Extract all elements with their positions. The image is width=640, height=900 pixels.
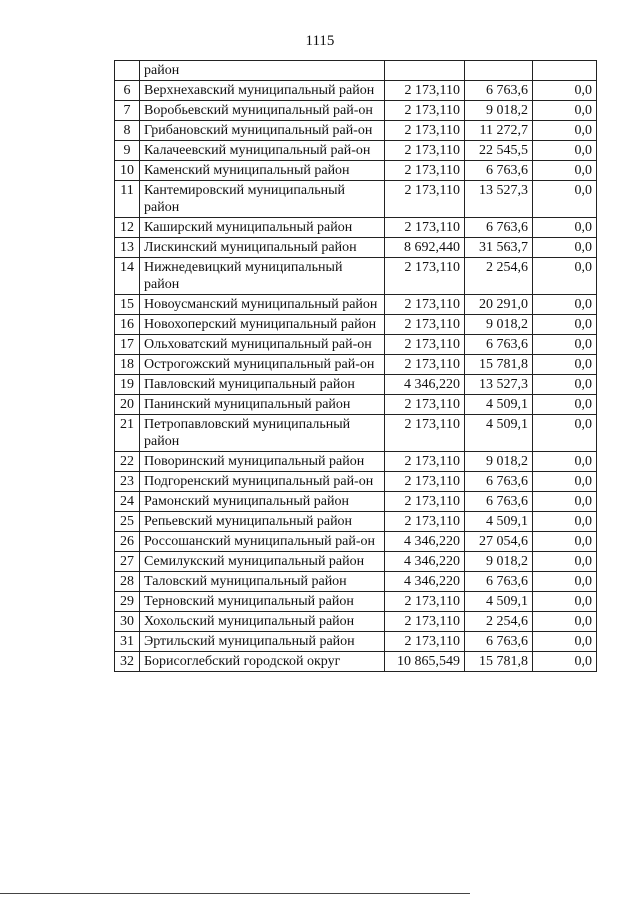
footer-rule <box>0 893 470 894</box>
district-name: Поворинский муниципальный район <box>140 452 385 472</box>
amount-3: 0,0 <box>533 415 597 452</box>
table-row <box>115 238 597 258</box>
district-name: Петропавловский муниципальный район <box>140 415 385 452</box>
row-number: 17 <box>115 335 140 355</box>
district-name: Каширский муниципальный район <box>140 218 385 238</box>
amount-2: 9 018,2 <box>465 552 533 572</box>
table-row <box>115 592 597 612</box>
district-name: Хохольский муниципальный район <box>140 612 385 632</box>
row-number: 25 <box>115 512 140 532</box>
amount-3: 0,0 <box>533 101 597 121</box>
amount-2: 4 509,1 <box>465 395 533 415</box>
amount-1 <box>385 61 465 81</box>
table-row <box>115 355 597 375</box>
row-number: 32 <box>115 652 140 672</box>
table-row <box>115 452 597 472</box>
amount-2: 9 018,2 <box>465 452 533 472</box>
amount-2: 6 763,6 <box>465 335 533 355</box>
row-number: 9 <box>115 141 140 161</box>
amount-1: 8 692,440 <box>385 238 465 258</box>
amount-2: 11 272,7 <box>465 121 533 141</box>
amount-3: 0,0 <box>533 141 597 161</box>
row-number: 29 <box>115 592 140 612</box>
row-number: 8 <box>115 121 140 141</box>
district-name: Калачеевский муниципальный рай-он <box>140 141 385 161</box>
table-row <box>115 161 597 181</box>
table-row <box>115 315 597 335</box>
amount-2: 9 018,2 <box>465 101 533 121</box>
amount-2: 4 509,1 <box>465 592 533 612</box>
amount-3: 0,0 <box>533 315 597 335</box>
amount-3: 0,0 <box>533 395 597 415</box>
amount-2: 2 254,6 <box>465 612 533 632</box>
amount-1: 4 346,220 <box>385 532 465 552</box>
amount-3: 0,0 <box>533 238 597 258</box>
table-row <box>115 81 597 101</box>
district-name: Семилукский муниципальный район <box>140 552 385 572</box>
district-name: Павловский муниципальный район <box>140 375 385 395</box>
amount-1: 2 173,110 <box>385 101 465 121</box>
amount-1: 2 173,110 <box>385 81 465 101</box>
row-number: 18 <box>115 355 140 375</box>
amount-1: 2 173,110 <box>385 395 465 415</box>
amount-3: 0,0 <box>533 592 597 612</box>
amount-2: 15 781,8 <box>465 652 533 672</box>
amount-1: 2 173,110 <box>385 335 465 355</box>
table-row <box>115 181 597 218</box>
amount-1: 2 173,110 <box>385 121 465 141</box>
district-name: Каменский муниципальный район <box>140 161 385 181</box>
row-number: 15 <box>115 295 140 315</box>
table-row <box>115 121 597 141</box>
row-number <box>115 61 140 81</box>
district-name: Грибановский муниципальный рай-он <box>140 121 385 141</box>
page-number: 1115 <box>305 33 335 49</box>
amount-3: 0,0 <box>533 452 597 472</box>
row-number: 19 <box>115 375 140 395</box>
amount-1: 2 173,110 <box>385 355 465 375</box>
amount-2: 4 509,1 <box>465 415 533 452</box>
table-row <box>115 512 597 532</box>
table-row <box>115 258 597 295</box>
row-number: 24 <box>115 492 140 512</box>
amount-2: 22 545,5 <box>465 141 533 161</box>
amount-2: 4 509,1 <box>465 512 533 532</box>
amount-1: 4 346,220 <box>385 552 465 572</box>
amount-1: 2 173,110 <box>385 492 465 512</box>
amount-3: 0,0 <box>533 492 597 512</box>
amount-2: 6 763,6 <box>465 81 533 101</box>
table-row <box>115 395 597 415</box>
amount-1: 2 173,110 <box>385 315 465 335</box>
table-row <box>115 532 597 552</box>
table-row <box>115 218 597 238</box>
amount-1: 4 346,220 <box>385 572 465 592</box>
data-table <box>114 60 597 672</box>
table-row <box>115 632 597 652</box>
amount-3: 0,0 <box>533 472 597 492</box>
district-name: Эртильский муниципальный район <box>140 632 385 652</box>
amount-2: 6 763,6 <box>465 492 533 512</box>
district-name: Нижнедевицкий муниципальный район <box>140 258 385 295</box>
amount-2: 27 054,6 <box>465 532 533 552</box>
row-number: 28 <box>115 572 140 592</box>
amount-2: 13 527,3 <box>465 375 533 395</box>
row-number: 27 <box>115 552 140 572</box>
amount-2: 6 763,6 <box>465 218 533 238</box>
row-number: 16 <box>115 315 140 335</box>
table-row <box>115 295 597 315</box>
amount-2: 9 018,2 <box>465 315 533 335</box>
amount-3: 0,0 <box>533 612 597 632</box>
amount-3: 0,0 <box>533 532 597 552</box>
district-name: Новохоперский муниципальный район <box>140 315 385 335</box>
amount-3: 0,0 <box>533 552 597 572</box>
amount-2: 6 763,6 <box>465 632 533 652</box>
amount-3: 0,0 <box>533 652 597 672</box>
amount-1: 2 173,110 <box>385 512 465 532</box>
row-number: 13 <box>115 238 140 258</box>
district-name: Репьевский муниципальный район <box>140 512 385 532</box>
amount-3: 0,0 <box>533 121 597 141</box>
row-number: 10 <box>115 161 140 181</box>
amount-2 <box>465 61 533 81</box>
amount-2: 15 781,8 <box>465 355 533 375</box>
row-number: 6 <box>115 81 140 101</box>
table-row <box>115 612 597 632</box>
amount-1: 2 173,110 <box>385 632 465 652</box>
amount-3: 0,0 <box>533 81 597 101</box>
row-number: 20 <box>115 395 140 415</box>
district-name: Ольховатский муниципальный рай-он <box>140 335 385 355</box>
district-name: Рамонский муниципальный район <box>140 492 385 512</box>
district-name: Острогожский муниципальный рай-он <box>140 355 385 375</box>
amount-1: 2 173,110 <box>385 258 465 295</box>
amount-1: 2 173,110 <box>385 452 465 472</box>
amount-3: 0,0 <box>533 335 597 355</box>
amount-2: 31 563,7 <box>465 238 533 258</box>
row-number: 31 <box>115 632 140 652</box>
amount-3: 0,0 <box>533 355 597 375</box>
district-name: Таловский муниципальный район <box>140 572 385 592</box>
amount-3: 0,0 <box>533 161 597 181</box>
amount-1: 2 173,110 <box>385 472 465 492</box>
amount-3: 0,0 <box>533 512 597 532</box>
district-name: район <box>140 61 385 81</box>
row-number: 23 <box>115 472 140 492</box>
table-row <box>115 335 597 355</box>
table-row <box>115 492 597 512</box>
district-name: Кантемировский муниципальный район <box>140 181 385 218</box>
table-row <box>115 652 597 672</box>
amount-3: 0,0 <box>533 295 597 315</box>
amount-2: 20 291,0 <box>465 295 533 315</box>
district-name: Воробьевский муниципальный рай-он <box>140 101 385 121</box>
amount-1: 10 865,549 <box>385 652 465 672</box>
row-number: 30 <box>115 612 140 632</box>
row-number: 26 <box>115 532 140 552</box>
table-row-continued <box>115 61 597 81</box>
amount-1: 2 173,110 <box>385 218 465 238</box>
row-number: 14 <box>115 258 140 295</box>
amount-1: 2 173,110 <box>385 141 465 161</box>
amount-2: 2 254,6 <box>465 258 533 295</box>
amount-3: 0,0 <box>533 375 597 395</box>
district-name: Лискинский муниципальный район <box>140 238 385 258</box>
row-number: 21 <box>115 415 140 452</box>
amount-1: 2 173,110 <box>385 612 465 632</box>
table-row <box>115 101 597 121</box>
amount-1: 2 173,110 <box>385 181 465 218</box>
amount-1: 2 173,110 <box>385 295 465 315</box>
table-body <box>115 61 597 672</box>
table-row <box>115 375 597 395</box>
table-row <box>115 552 597 572</box>
amount-1: 2 173,110 <box>385 415 465 452</box>
table-row <box>115 472 597 492</box>
district-name: Новоусманский муниципальный район <box>140 295 385 315</box>
row-number: 22 <box>115 452 140 472</box>
amount-2: 6 763,6 <box>465 161 533 181</box>
amount-2: 13 527,3 <box>465 181 533 218</box>
amount-3: 0,0 <box>533 572 597 592</box>
district-name: Терновский муниципальный район <box>140 592 385 612</box>
district-name: Верхнехавский муниципальный район <box>140 81 385 101</box>
amount-1: 2 173,110 <box>385 161 465 181</box>
row-number: 7 <box>115 101 140 121</box>
amount-3: 0,0 <box>533 258 597 295</box>
table-row <box>115 572 597 592</box>
amount-3: 0,0 <box>533 181 597 218</box>
amount-3: 0,0 <box>533 632 597 652</box>
district-name: Подгоренский муниципальный рай-он <box>140 472 385 492</box>
district-name: Панинский муниципальный район <box>140 395 385 415</box>
amount-1: 2 173,110 <box>385 592 465 612</box>
row-number: 11 <box>115 181 140 218</box>
amount-2: 6 763,6 <box>465 572 533 592</box>
district-name: Россошанский муниципальный рай-он <box>140 532 385 552</box>
table-row <box>115 415 597 452</box>
amount-1: 4 346,220 <box>385 375 465 395</box>
district-name: Борисоглебский городской округ <box>140 652 385 672</box>
row-number: 12 <box>115 218 140 238</box>
table-row <box>115 141 597 161</box>
amount-2: 6 763,6 <box>465 472 533 492</box>
amount-3: 0,0 <box>533 218 597 238</box>
amount-3 <box>533 61 597 81</box>
